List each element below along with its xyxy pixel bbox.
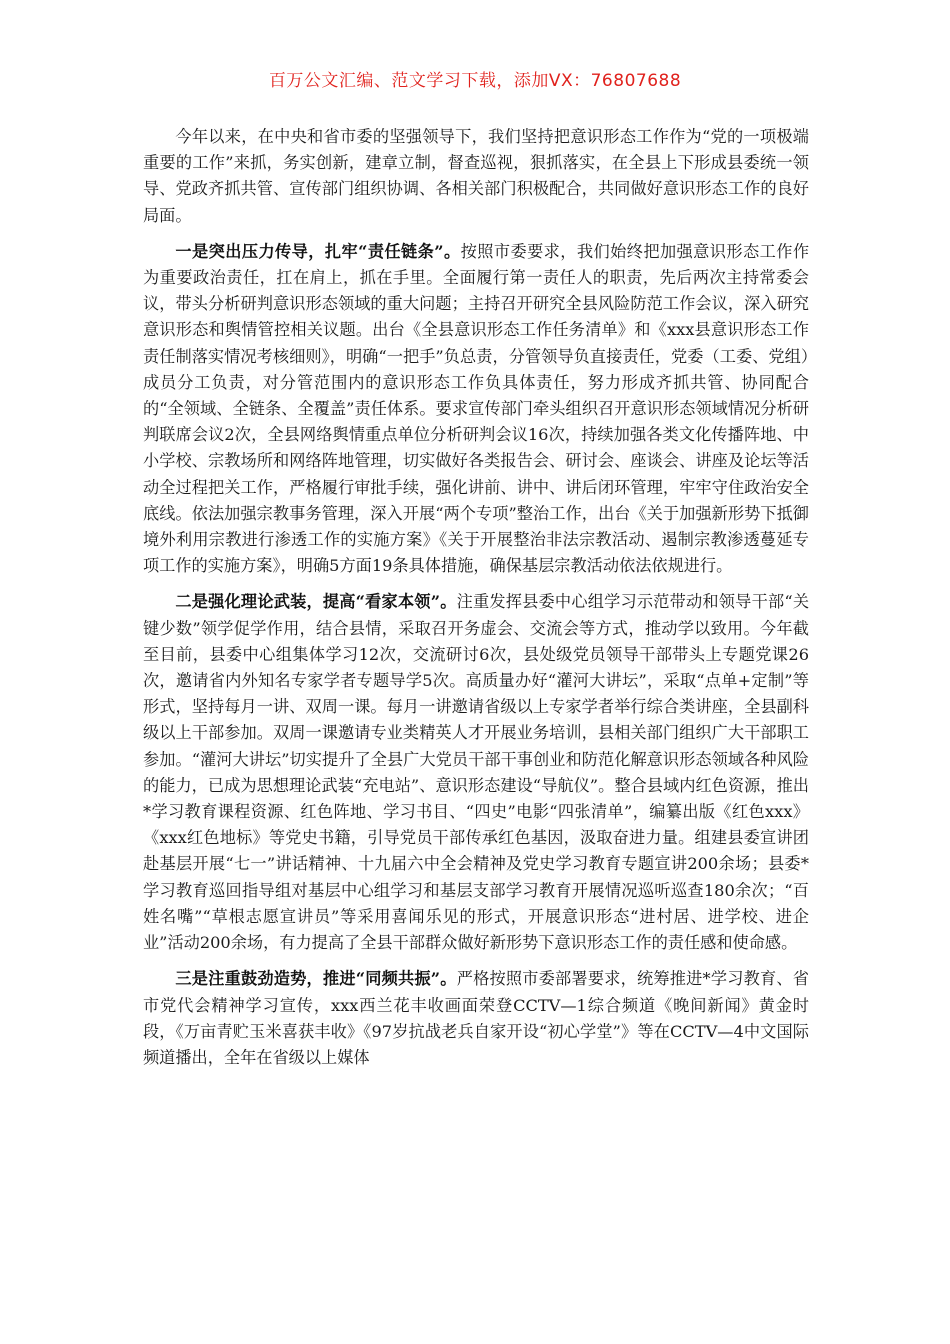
paragraph-intro xyxy=(143,124,809,229)
section-3-heading: 三是注重鼓劲造势，推进“同频共振”。 xyxy=(175,969,457,989)
section-2-text: 注重发挥县委中心组学习示范带动和领导干部“关键少数”领学促学作用，结合县情，采取召开务虚会、交流会等方式，推动学以致用。今年截至目前，县委中心组集体学习12次，交流研讨6次，县处级党员领导干部带头上专题党课26次，邀请省内外知名专家学者专题导学5次。高质量办好“灌河大讲坛”，采取“点单+定制”等形式，坚持每月一讲、双周一课。每月一讲邀请省级以上专家学者举行综合类讲座，全县副科级以上干部参加。双周一课邀请专业类精英人才开展业务培训，县相关部门组织广大干部职工参加。“灌河大讲坛”切实提升了全县广大党员干部干事创业和防范化解意识形态领域各种风险的能力，已成为思想理论武装“充电站”、意识形态建设“导航仪”。整合县域内红色资源，推出*学习教育课程资源、红色阵地、学习书目、“四史”电影“四张清单”，编纂出版《红色xxx》《xxx红色地标》等党史书籍，引导党员干部传承红色基因，汲取奋进力量。组建县委宣讲团赴基层开展“七一”讲话精神、十九届六中全会精神及党史学习教育专题宣讲200余场；县委*学习教育巡回指导组对基层中心组学习和基层支部学习教育开展情况巡听巡查180余次；“百姓名嘴”“草根志愿宣讲员”等采用喜闻乐见的形式，开展意识形态“进村居、进学校、进企业”活动200余场，有力提高了全县干部群众做好新形势下意识形态工作的责任感和使命感。 xyxy=(143,592,810,953)
header-banner: 百万公文汇编、范文学习下载，添加VX：76807688 xyxy=(268,71,682,91)
document-body xyxy=(143,124,809,1081)
section-3-text: 严格按照市委部署要求，统筹推进*学习教育、省市党代会精神学习宣传，xxx西兰花丰收画面荣登CCTV—1综合频道《晚间新闻》黄金时段，《万亩青贮玉米喜获丰收》《97岁抗战老兵自家开设“初心学堂”》等在CCTV—4中文国际频道播出，全年在省级以上媒体 xyxy=(143,969,809,1067)
paragraph-section-1 xyxy=(143,239,809,580)
paragraph-section-3 xyxy=(143,966,809,1071)
section-1-text: 按照市委要求，我们始终把加强意识形态工作作为重要政治责任，扛在肩上，抓在手里。全面履行第一责任人的职责，先后两次主持常委会议，带头分析研判意识形态领域的重大问题；主持召开研究全县风险防范工作会议，深入研究意识形态和舆情管控相关议题。出台《全县意识形态工作任务清单》和《xxx县意识形态工作责任制落实情况考核细则》，明确“一把手”负总责，分管领导负直接责任，党委（工委、党组）成员分工负责，对分管范围内的意识形态工作负具体责任，努力形成齐抓共管、协同配合的“全领域、全链条、全覆盖”责任体系。要求宣传部门牵头组织召开意识形态领域情况分析研判联席会议2次，全县网络舆情重点单位分析研判会议16次，持续加强各类文化传播阵地、中小学校、宗教场所和网络阵地管理，切实做好各类报告会、研讨会、座谈会、讲座及论坛等活动全过程把关工作，严格履行审批手续，强化讲前、讲中、讲后闭环管理，牢牢守住政治安全底线。依法加强宗教事务管理，深入开展“两个专项”整治工作，出台《关于加强新形势下抵御境外利用宗教进行渗透工作的实施方案》《关于开展整治非法宗教活动、遏制宗教渗透蔓延专项工作的实施方案》，明确5方面19条具体措施，确保基层宗教活动依法依规进行。 xyxy=(143,241,810,576)
paragraph-intro-text: 今年以来，在中央和省市委的坚强领导下，我们坚持把意识形态工作作为“党的一项极端重要的工作”来抓，务实创新，建章立制，督查巡视，狠抓落实，在全县上下形成县委统一领导、党政齐抓共管、宣传部门组织协调、各相关部门积极配合，共同做好意识形态工作的良好局面。 xyxy=(143,127,809,225)
paragraph-section-2 xyxy=(143,589,809,956)
section-1-heading: 一是突出压力传导，扎牢“责任链条”。 xyxy=(175,241,461,261)
section-2-heading: 二是强化理论武装，提高“看家本领”。 xyxy=(175,592,457,612)
